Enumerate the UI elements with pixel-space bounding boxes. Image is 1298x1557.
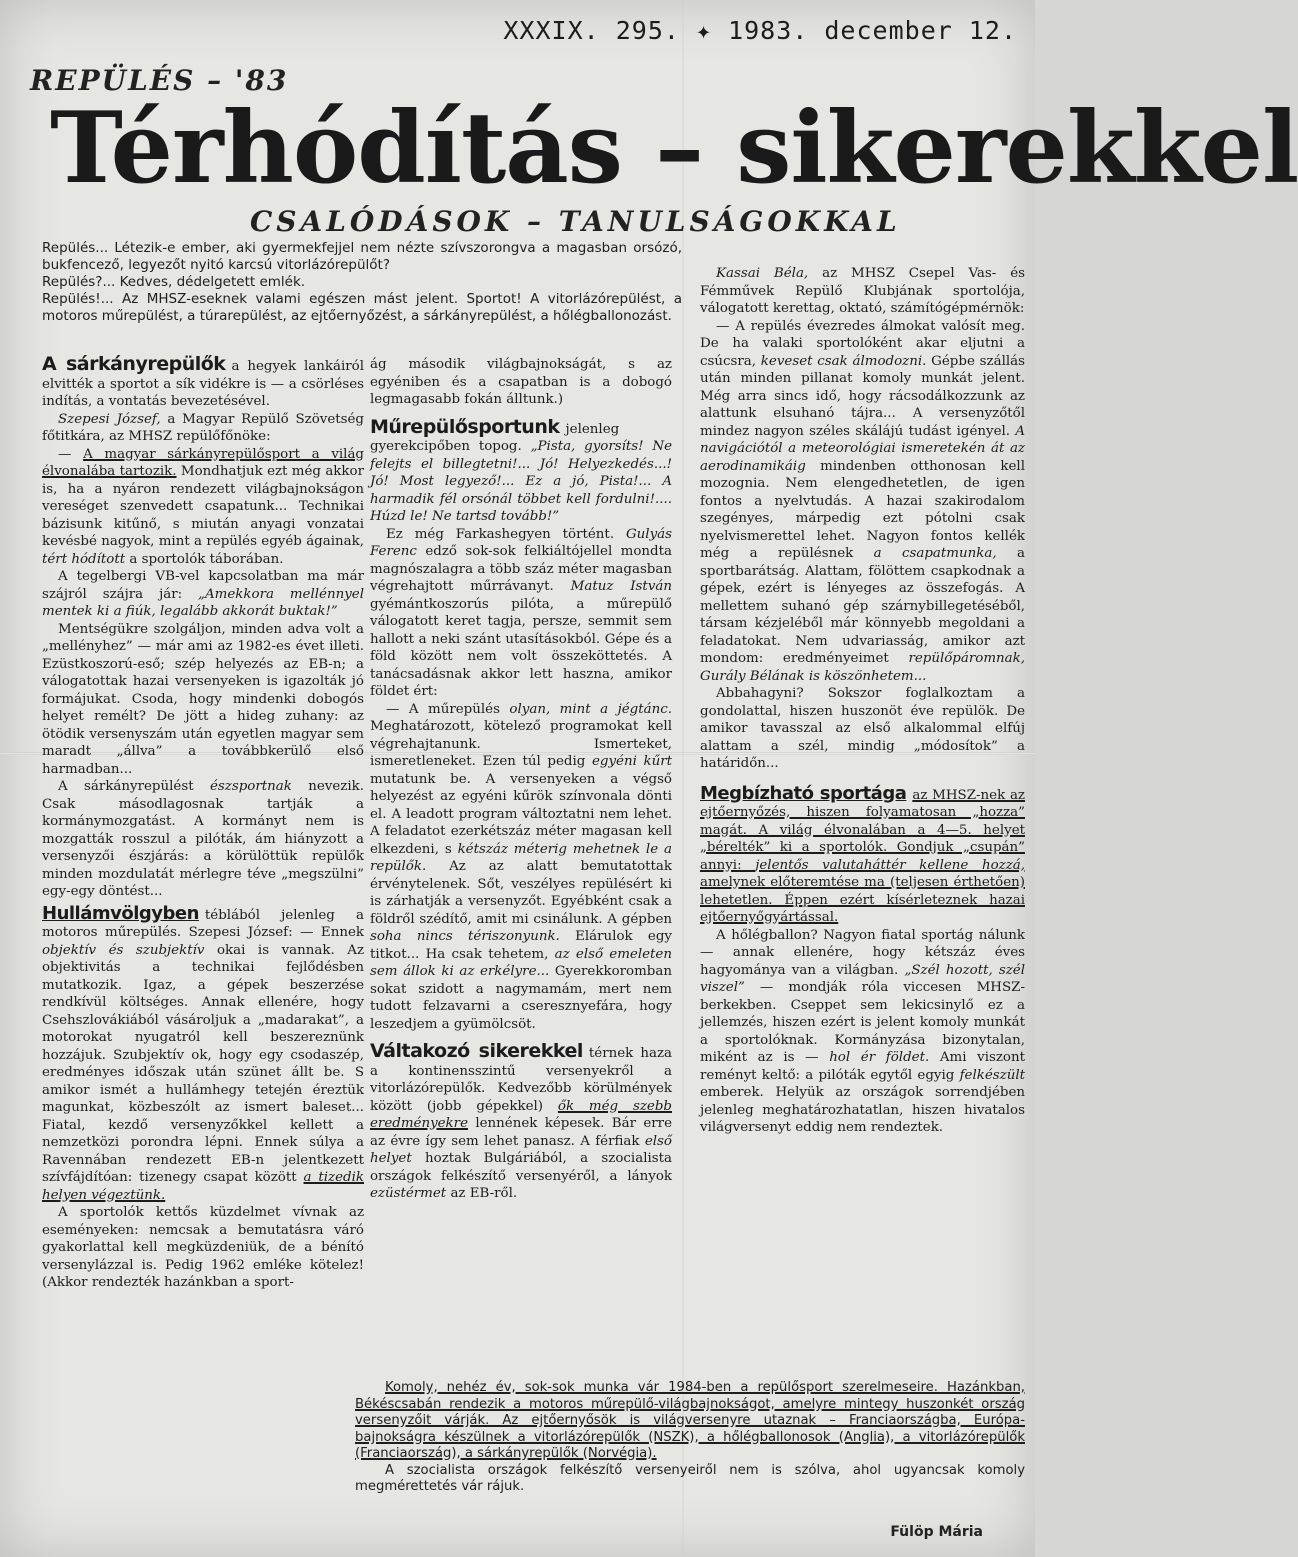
emphasis: felkészült <box>959 1067 1025 1083</box>
emphasis: olyan, mint a jégtánc. <box>509 701 672 717</box>
paragraph: — A műrepülés <box>386 701 510 717</box>
paragraph: ág második világbajnokságát, s az egyéniben és a csapatban is a dobogó legmagasabb fokán álltunk.) <box>370 357 672 407</box>
paragraph: Mentségükre szolgáljon, minden adva volt a „mellényhez” — már ami az 1982-es évet illeti. Ezüstkoszorú-eső; szép helyezés az EB-n; a válogatottak hazai versenyeken is igazolták jó formájukat. Csoda, hogy mindenki dobogós helyet remélt? De jött a hideg zuhany: az ötödik versenyszám után egyetlen magyar sem maradt „állva” a továbbkerülő első harmadban... <box>42 621 364 777</box>
paragraph: a sportbarátság. Alattam, fölöttem csapkodnak a gépek, ezért is lényeges az összefogás. A mellettem suhanó gép szárnybillegetéséből, társam kézjeléből már könnyebb megoldani a feladatokat. Nem udvariasság, amikor azt mondom: eredményeimet <box>700 546 1025 666</box>
closing-paragraph: Komoly, nehéz év, sok-sok munka vár 1984-ben a repülősport szerelmeseire. Hazánkban, Békéscsabán rendezik a motoros műrepülő-világbajnokságot, amelyre mintegy huszonkét ország versenyzőit várják. Az ejtőernyősök is világversenyre utaznak – Franciaországba, Európa-bajnokságra készülnek a vitorlázórepülők (NSZK), a hőlégballonosok (Anglia), a vitorlázórepülők (Franciaország), a sárkányrepülők (Norvégia). <box>355 1380 1025 1461</box>
underlined-emphasis: a tizedik helyen végeztünk. <box>42 1170 364 1203</box>
emphasis: első helyet <box>370 1133 672 1166</box>
section-heading: Hullámvölgyben <box>42 902 199 924</box>
paragraph: jelenleg gyerekcipőben topog. <box>370 421 620 454</box>
emphasis: kétszáz méterig mehetnek le a repülők. <box>370 841 672 874</box>
emphasis: repülőpáromnak, Gurály Bélának is köszönhetem... <box>700 651 1025 684</box>
paragraph: Gyerekkoromban sokat szidott a nagymamám, mert nem tudott felzavarni a cseresznyefára, hogy leszedjem a gyümölcsöt. <box>370 964 672 1032</box>
paragraph: a Magyar Repülő Szövetség főtitkára, az MHSZ repülőfőnöke: <box>42 411 364 444</box>
emphasis: objektív és szubjektív <box>42 942 205 958</box>
paragraph: Abbahagyni? Sokszor foglalkoztam a gondolattal, hiszen huszonöt éve repülök. De amikor tavasszal az első alkalommal elfúj alattam a szél, mindig „módosítok” a határidőn... <box>700 686 1025 771</box>
byline: Fülöp Mária <box>890 1524 983 1540</box>
closing-block <box>355 1380 1025 1496</box>
paragraph: Az az alatt bemutatottak érvénytelenek. Sőt, veszélyes repülésért ki is zárhatják a versenyzőt. Egyébként csak a földről szédítő, amit mi csinálunk. A gépben <box>370 859 672 927</box>
paragraph: — A repülés évezredes álmokat valósít meg. De ha valaki sportolóként akar eljutni a csúcsra, <box>700 318 1025 369</box>
paragraph: A hőlégballon? Nagyon fiatal sportág nálunk — annak ellenére, hogy kétszáz éves hagyománya van a világban. <box>700 927 1025 978</box>
paragraph: edző sok-sok felkiáltójellel mondta magnószalagra a több száz méter magasban végrehajtott műrrávanyt. <box>370 544 672 594</box>
person-name: Matuz István <box>570 579 672 594</box>
column-3 <box>700 265 1025 1375</box>
person-name: Kassai Béla, <box>716 266 809 281</box>
dash: — <box>58 446 84 462</box>
paragraph: Ez még Farkashegyen történt. <box>386 526 626 542</box>
person-name: Gulyás Ferenc <box>370 526 672 559</box>
section-heading: Műrepülősportunk <box>370 415 560 438</box>
lead-line: Repülés?... Kedves, dédelgetett emlék. <box>42 274 306 290</box>
emphasis: A navigációtól a meteorológiai ismeretekén át az aerodinamikáig <box>700 423 1025 474</box>
column-2 <box>370 356 672 1376</box>
paragraph: téblából jelenleg a motoros műrepülés. Szepesi József: — Ennek <box>42 907 364 940</box>
emphasis: hol ér földet. <box>829 1050 930 1065</box>
section-heading: Megbízható sportága <box>700 782 907 804</box>
lead-paragraph <box>42 240 682 325</box>
underlined-quote: A magyar sárkányrepülősport a világ élvonalába tartozik. <box>42 446 365 479</box>
emphasis: egyéni kűrt <box>591 754 672 769</box>
emphasis: soha nincs tériszonyunk. <box>370 929 560 944</box>
subheadline: CSALÓDÁSOK – TANULSÁGOKKAL <box>250 205 901 238</box>
lead-line: Repülés... Létezik-e ember, aki gyermekfejjel nem nézte szívszorongva a magasban orsózó, bukfencező, legyezőt nyitó karcsú vitorlázórepülőt? <box>42 240 682 273</box>
paragraph: A sportolók kettős küzdelmet vívnak az eseményeken: nemcsak a bemutatásra váró gyakorlattal kell megküzdeniük, de a bénító versenylázzal is. Pedig 1962 emléke kötelez! (Akkor rendezték hazánkban a sport- <box>42 1205 364 1290</box>
column-1 <box>42 353 365 1556</box>
paragraph: mutatunk be. A versenyeken a végső helyezést az egyéni kűrök színvonala dönti el. A leadott program változtatni nem lehet. A feladatot ezerkétszáz méter magasan kell elkezdeni, s <box>370 771 672 857</box>
paragraph: emberek. Helyük az országok sorrendjében jelenleg meghatározhatatlan, hiszen hivatalos világversenyt eddig nem rendeztek. <box>700 1085 1025 1135</box>
paragraph: térnek haza a kontinensszintű versenyekről a vitorlázórepülők. Kedvezőbb körülmények között (jobb gépekkel) <box>370 1046 672 1114</box>
underlined-emphasis: ők még szebb eredményekre <box>370 1098 672 1131</box>
paragraph: mindenben otthonosan kell mozognia. Nem elengedhetetlen, de igen fontos a nyelvtudás. A hazai szakirodalom szegényes, márpedig ezt pótolni csak nyelvismerettel lehet. Nagyon fontos kellék még a repülésnek <box>700 458 1025 561</box>
section-heading: Váltakozó sikerekkel <box>370 1040 583 1062</box>
underlined-paragraph: az MHSZ-nek az ejtőernyőzés, hiszen folyamatosan „hozza” magát. A világ élvonalában a 4—5. helyet „bérelték” ki a sportolók. Gondjuk „csupán” annyi: <box>700 787 1025 873</box>
closing-paragraph: A szocialista országok felkészítő versenyeiről nem is szólva, ahol ugyancsak komoly megmérettetés vár rájuk. <box>355 1462 1025 1494</box>
paragraph: a sportolók táborában. <box>125 551 284 567</box>
underlined-paragraph: amelynek előteremtése ma (teljesen érthetően) lehetetlen. Éppen ezért kísérleteznek hazai ejtőernyőgyártással. <box>700 875 1025 925</box>
paragraph: Elárulok egy titkot... Ha csak tehetem, <box>370 929 672 962</box>
lead-line: Repülés!... Az MHSZ-eseknek valami egészen mást jelent. Sportot! A vitorlázórepülést, a motoros műrepülést, a túrarepülést, az ejtőernyőzést, a sárkányrepülést, a hőlégballonozást. <box>42 291 682 324</box>
emphasis: tért hódított <box>42 551 126 567</box>
paragraph: Ami viszont reményt keltő: a pilóták egytől egyig <box>700 1050 1025 1083</box>
paragraph: gyémántkoszorús pilóta, a műrepülő válogatott keret tagja, persze, semmit sem hallott a neki szánt utasításokból. Gépe és a föld között nem volt összeköttetés. A tanácsadásnak akkor lett haszna, amikor földet ért: <box>370 596 672 699</box>
paragraph: az MHSZ Csepel Vas- és Fémművek Repülő Klubjának sportolója, válogatott kerettag, oktató, számítógépmérnök: <box>700 266 1026 316</box>
quote: „Szél hozott, szél viszel” <box>700 962 1025 995</box>
emphasis: a csapatmunka, <box>873 546 997 561</box>
paragraph: Meghatározott, kötelező programokat kell végrehajtanunk. Ismerteket, ismeretleneket. Ezen túl pedig <box>370 719 672 769</box>
paragraph: — mondják róla viccesen MHSZ-berkekben. Cseppet sem lekicsinylő ez a jellemzés, hiszen ezért is jelent komoly munkát a sportolóknak. Kormányzása bizonytalan, miként az is — <box>700 980 1025 1065</box>
emphasis: keveset csak álmodozni. <box>760 353 927 369</box>
paragraph: az EB-ről. <box>446 1186 518 1201</box>
person-name: Szepesi József, <box>58 411 161 427</box>
section-kicker: REPÜLÉS – '83 <box>30 64 289 97</box>
dateline: XXXIX. 295. ✦ 1983. december 12. <box>503 16 1017 45</box>
headline: Térhódítás – sikerekkel <box>50 91 1298 206</box>
emphasis: az első emeleten sem állok ki az erkélyre... <box>370 946 672 979</box>
quote: „Amekkora mellénnyel mentek ki a fiúk, legalább akkorát buktak!” <box>42 586 364 619</box>
underlined-emphasis: jelentős valutaháttér kellene hozzá, <box>755 857 1025 873</box>
emphasis: ezüstérmet <box>370 1186 447 1201</box>
quote: „Pista, gyorsíts! Ne felejts el billegtetni!... Jó! Helyezkedés...! Jó! Most legyező!... Ez a jó, Pista!... A harmadik fél orsónál többet kell fordulni!.... Húzd le! Ne tartsd tovább!” <box>370 439 672 524</box>
paragraph: lennének képesek. Bár erre az évre így sem lehet panasz. A férfiak <box>370 1116 672 1149</box>
section-heading: A sárkányrepülők <box>42 353 226 375</box>
paragraph: okai is vannak. Az objektivitás a technikai fejlődésben mutatkozik. Igaz, a gépek beszerzése rendkívül költséges. Annak ellenére, hogy Csehszlovákiából vásároljuk a „madarakat”, a motorokat nyugatról kell beszereznünk hozzájuk. Szubjektív ok, hogy egy csodaszép, eredményes időszak után szünet állt be. S amikor ismét a hullámhegy tetején éreztük magunkat, közbeszólt az ismert baleset... Fiatal, kezdő versenyzőkkel kellett a nemzetközi porondra lépni. Ennek súlya a Ravennában rendezett EB-n jelentkezett szívfájdítóan: tizenegy csapat között <box>42 942 364 1185</box>
paragraph: A tegelbergi VB-vel kapcsolatban ma már szájról szájra jár: <box>42 569 364 602</box>
paragraph: hoztak Bulgáriából, a szocialista országok felkészítő versenyéről, a lányok <box>370 1151 672 1184</box>
paragraph: A sárkányrepülést <box>58 779 210 794</box>
paragraph: a hegyek lankáiról elvitték a sportot a sík vidékre is — a csörléses indítás, a vontatás bevezetésével. <box>42 359 364 409</box>
paragraph: nevezik. Csak másodlagosnak tartják a kormánymozgatást. A kormányt nem is mozgatták rosszul a pilóták, ám hiányzott a versenyzői észjárás: a körülöttük repülők minden mozdulatát mérlegre téve „megszülni” egy-egy döntést... <box>42 779 364 899</box>
paragraph: Gépbe szállás után minden pillanat komoly munkát jelent. Még arra sincs idő, hogy rácsodálkozzunk az alattunk elsuhanó tájra... A versenyzőtől mindez nagyon széles skálájú tudást igényel. <box>700 353 1025 439</box>
paragraph: Mondhatjuk ezt még akkor is, ha a nyáron rendezett világbajnokságon vereséget szenvedett csapatunk... Technikai bázisunk kitűnő, s miután anyagi vonzatai kevésbé nagyok, mint a repülés egyéb ágainak, <box>42 464 364 549</box>
emphasis: észsportnak <box>209 779 292 794</box>
